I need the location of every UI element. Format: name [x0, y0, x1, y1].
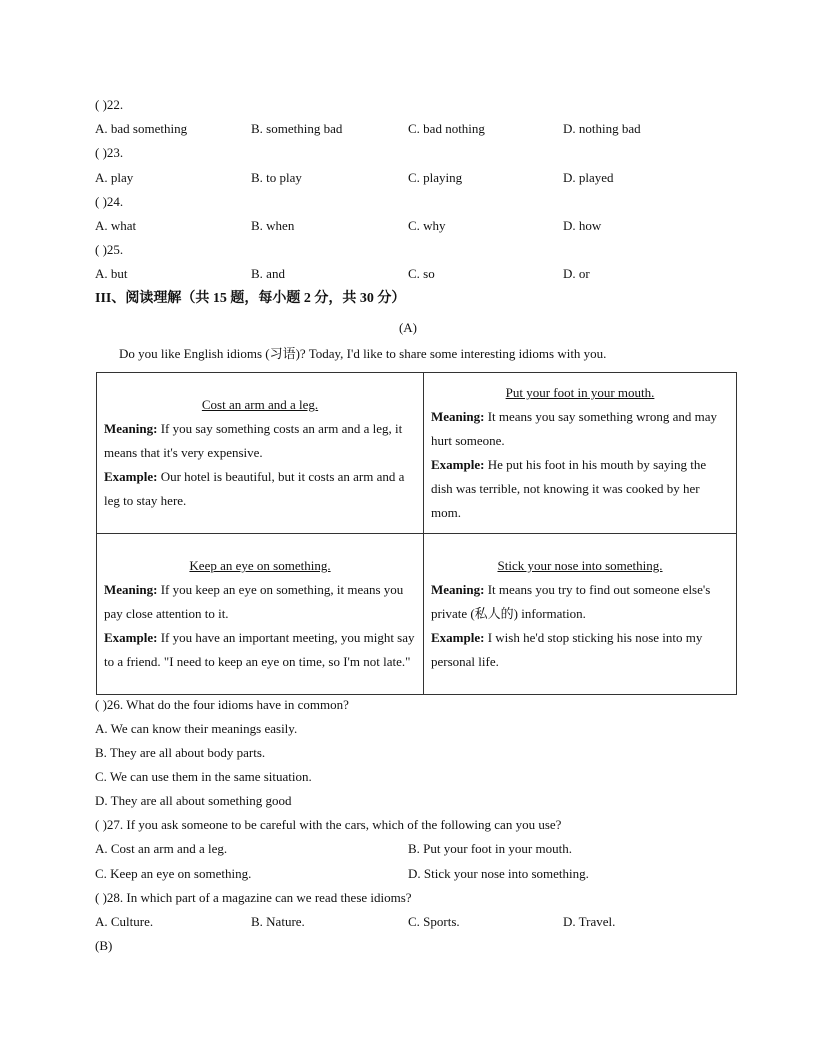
option-b: B. to play	[251, 170, 302, 185]
option-c: C. Keep an eye on something.	[95, 866, 252, 881]
option-d: D. or	[563, 266, 590, 281]
example-label: Example:	[431, 457, 485, 472]
option-c: C. playing	[408, 170, 463, 185]
question-26-stem: ( )26. What do the four idioms have in common?	[95, 697, 349, 712]
passage-intro: Do you like English idioms (习语)? Today, I'd like to share some interesting idioms with you.	[119, 346, 607, 361]
example-text: He put his foot in his mouth by saying the dish was terrible, not knowing it was cooked by her mom.	[431, 457, 707, 520]
question-26-option-c: C. We can use them in the same situation.	[95, 769, 312, 784]
option-a: A. but	[95, 266, 128, 281]
idiom-example	[431, 626, 729, 674]
option-c: C. so	[408, 266, 435, 281]
idiom-title: Cost an arm and a leg.	[201, 397, 319, 412]
option-b: B. Put your foot in your mouth.	[408, 841, 572, 856]
question-26-option-b: B. They are all about body parts.	[95, 745, 266, 760]
idiom-example	[104, 626, 416, 674]
section-title: III、阅读理解（共 15 题，每小题 2 分，共 30 分）	[95, 291, 406, 306]
question-27-options-row2	[95, 866, 735, 882]
option-b: B. Nature.	[251, 914, 305, 929]
meaning-text: It means you say something wrong and may hurt someone.	[431, 409, 717, 448]
meaning-label: Meaning:	[431, 409, 485, 424]
option-d: D. nothing bad	[563, 121, 641, 136]
idiom-cell	[97, 373, 424, 534]
idiom-example	[431, 453, 729, 525]
question-23-options	[95, 170, 735, 186]
question-28-stem: ( )28. In which part of a magazine can we read these idioms?	[95, 890, 412, 905]
idiom-example	[104, 465, 416, 513]
option-c: C. Sports.	[408, 914, 460, 929]
idiom-meaning	[431, 578, 729, 626]
example-text: Our hotel is beautiful, but it costs an arm and a leg to stay here.	[104, 469, 405, 508]
option-b: B. when	[251, 218, 295, 233]
idiom-meaning	[104, 578, 416, 626]
option-a: A. bad something	[95, 121, 188, 136]
question-27-stem: ( )27. If you ask someone to be careful with the cars, which of the following can you use?	[95, 817, 562, 832]
idiom-title: Stick your nose into something.	[497, 558, 663, 573]
idiom-title: Put your foot in your mouth.	[505, 385, 655, 400]
passage-label-b: (B)	[95, 938, 113, 953]
meaning-label: Meaning:	[104, 421, 158, 436]
example-label: Example:	[431, 630, 485, 645]
idiom-cell	[97, 534, 424, 695]
question-25-number: ( )25.	[95, 242, 124, 257]
option-d: D. how	[563, 218, 602, 233]
example-label: Example:	[104, 630, 158, 645]
option-d: D. Stick your nose into something.	[408, 866, 589, 881]
option-c: C. why	[408, 218, 446, 233]
question-26-option-a: A. We can know their meanings easily.	[95, 721, 298, 736]
idiom-meaning	[431, 405, 729, 453]
meaning-label: Meaning:	[104, 582, 158, 597]
example-text: If you have an important meeting, you might say to a friend. "I need to keep an eye on time, so I'm not late."	[104, 630, 415, 669]
meaning-text: It means you try to find out someone else's private (私人的) information.	[431, 582, 711, 621]
idiom-cell	[424, 373, 737, 534]
question-24-number: ( )24.	[95, 194, 124, 209]
option-d: D. Travel.	[563, 914, 616, 929]
idiom-title: Keep an eye on something.	[189, 558, 331, 573]
option-a: A. play	[95, 170, 134, 185]
question-27-options-row1	[95, 841, 735, 857]
option-b: B. something bad	[251, 121, 343, 136]
option-a: A. Cost an arm and a leg.	[95, 841, 228, 856]
question-28-options	[95, 914, 735, 930]
meaning-label: Meaning:	[431, 582, 485, 597]
meaning-text: If you say something costs an arm and a leg, it means that it's very expensive.	[104, 421, 403, 460]
question-26-option-d: D. They are all about something good	[95, 793, 292, 808]
question-23-number: ( )23.	[95, 145, 124, 160]
option-a: A. what	[95, 218, 137, 233]
example-text: I wish he'd stop sticking his nose into my personal life.	[431, 630, 703, 669]
question-22-options	[95, 121, 735, 137]
option-d: D. played	[563, 170, 614, 185]
meaning-text: If you keep an eye on something, it means you pay close attention to it.	[104, 582, 404, 621]
idiom-meaning	[104, 417, 416, 465]
idiom-cell	[424, 534, 737, 695]
question-25-options	[95, 266, 735, 282]
option-a: A. Culture.	[95, 914, 154, 929]
example-label: Example:	[104, 469, 158, 484]
option-c: C. bad nothing	[408, 121, 485, 136]
option-b: B. and	[251, 266, 285, 281]
question-22-number: ( )22.	[95, 97, 124, 112]
passage-label-a: (A)	[398, 320, 418, 335]
idioms-table	[96, 372, 737, 695]
question-24-options	[95, 218, 735, 234]
